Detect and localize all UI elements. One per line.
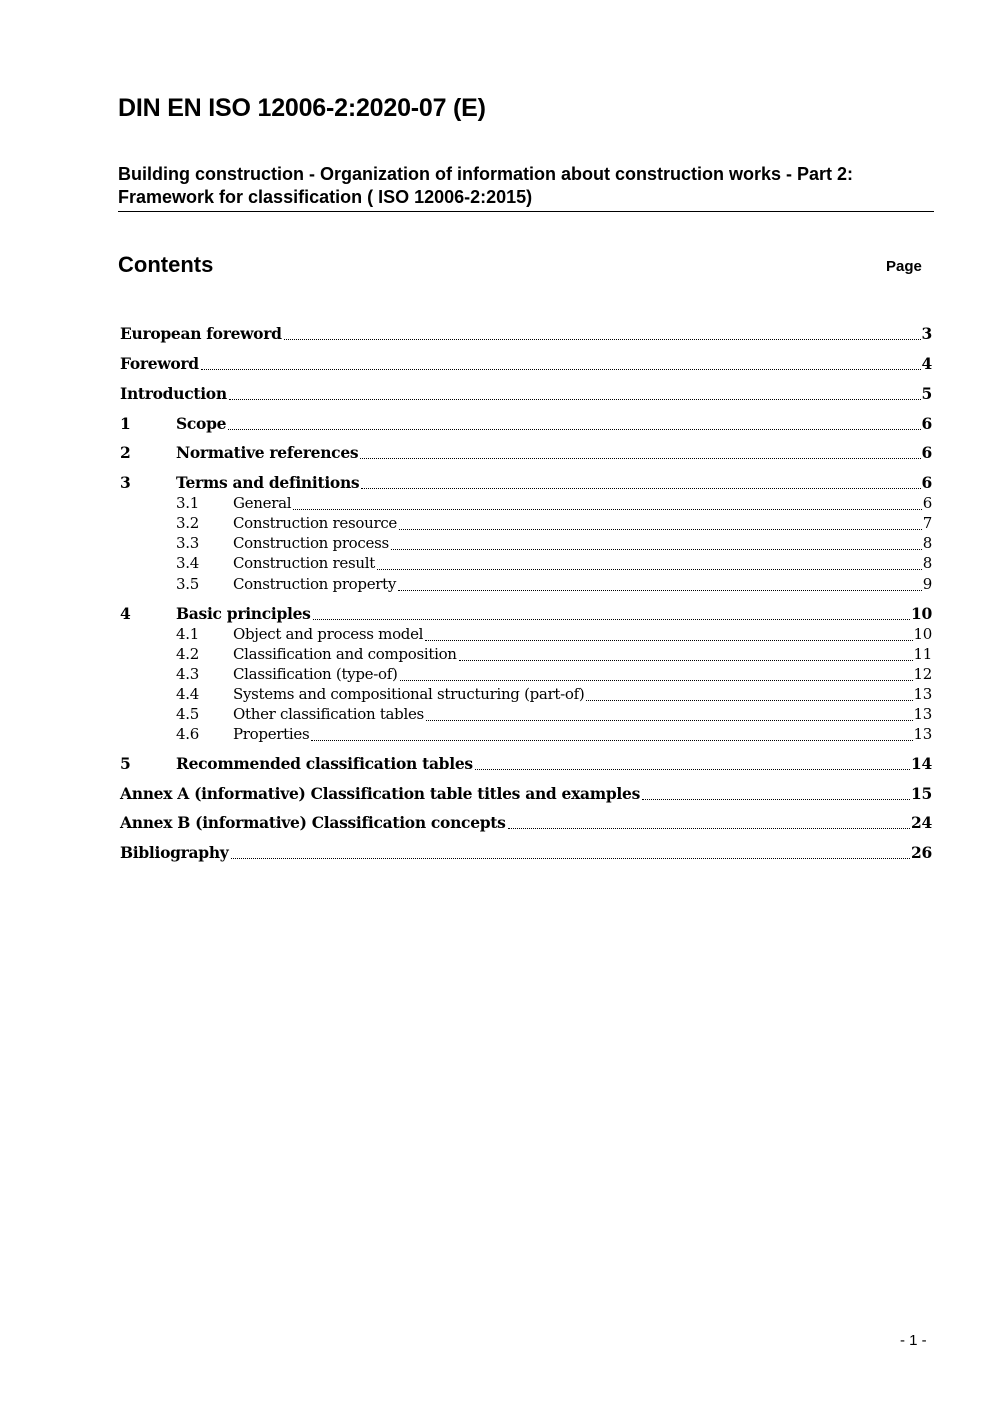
toc-entry-title: Bibliography — [120, 843, 229, 862]
toc-entry-page: 10 — [911, 604, 932, 623]
toc-entry[interactable] — [120, 813, 932, 833]
toc-entry-page: 7 — [922, 514, 932, 532]
page-column-label: Page — [886, 258, 922, 275]
toc-entry-title: Annex B (informative) Classification concepts — [120, 813, 506, 832]
toc-leader-dots — [201, 369, 921, 370]
toc-leader-dots — [426, 720, 913, 721]
toc-leader-dots — [228, 429, 920, 430]
toc-entry-title: Classification and composition — [233, 645, 457, 663]
toc-entry-number: 4.3 — [176, 665, 199, 683]
toc-entry-number: 4.4 — [176, 685, 199, 703]
toc-entry-page: 6 — [921, 414, 932, 433]
toc-subentry[interactable] — [120, 554, 932, 574]
toc-entry-title: Construction process — [233, 534, 389, 552]
toc-entry-page: 24 — [911, 813, 932, 832]
toc-entry[interactable] — [120, 473, 932, 493]
toc-leader-dots — [284, 339, 921, 340]
toc-entry-page: 8 — [922, 554, 932, 572]
toc-entry-title: Normative references — [176, 443, 359, 462]
toc-entry-title: Construction resource — [233, 514, 397, 532]
toc-leader-dots — [361, 488, 920, 489]
toc-entry-title: Scope — [176, 414, 227, 433]
toc-entry[interactable] — [120, 384, 932, 404]
toc-leader-dots — [475, 769, 910, 770]
toc-entry-title: Object and process model — [233, 625, 424, 643]
toc-entry[interactable] — [120, 414, 932, 434]
toc-leader-dots — [313, 619, 910, 620]
toc-entry-number: 3.2 — [176, 514, 199, 532]
toc-entry-number: 3.5 — [176, 575, 199, 593]
toc-entry-number: 4.5 — [176, 705, 199, 723]
toc-leader-dots — [398, 590, 922, 591]
toc-subentry[interactable] — [120, 685, 932, 705]
toc-entry-title: Introduction — [120, 384, 227, 403]
toc-entry[interactable] — [120, 324, 932, 344]
toc-entry-page: 10 — [913, 625, 932, 643]
toc-subentry[interactable] — [120, 534, 932, 554]
toc-entry-page: 15 — [911, 784, 932, 803]
toc-entry-number: 3.3 — [176, 534, 199, 552]
toc-leader-dots — [459, 660, 913, 661]
toc-leader-dots — [642, 799, 910, 800]
toc-leader-dots — [586, 700, 912, 701]
toc-leader-dots — [229, 399, 921, 400]
toc-subentry[interactable] — [120, 645, 932, 665]
toc-entry-page: 12 — [913, 665, 932, 683]
toc-leader-dots — [377, 569, 922, 570]
toc-leader-dots — [425, 640, 912, 641]
toc-leader-dots — [391, 549, 922, 550]
toc-entry-title: Foreword — [120, 354, 199, 373]
toc-entry-page: 8 — [922, 534, 932, 552]
toc-leader-dots — [311, 740, 912, 741]
toc-leader-dots — [399, 529, 922, 530]
toc-entry-number: 4.2 — [176, 645, 199, 663]
toc-entry-number: 3 — [120, 473, 131, 492]
toc-entry-number: 5 — [120, 754, 131, 773]
toc-subentry[interactable] — [120, 575, 932, 595]
toc-entry-title: Construction result — [233, 554, 375, 572]
toc-subentry[interactable] — [120, 725, 932, 745]
toc-subentry[interactable] — [120, 665, 932, 685]
toc-subentry[interactable] — [120, 705, 932, 725]
toc-leader-dots — [293, 509, 922, 510]
toc-entry-title: Construction property — [233, 575, 397, 593]
toc-entry-title: Basic principles — [176, 604, 311, 623]
toc-entry[interactable] — [120, 443, 932, 463]
toc-entry-page: 13 — [913, 725, 932, 743]
toc-entry-title: Properties — [233, 725, 310, 743]
contents-heading: Contents — [118, 252, 214, 277]
toc-entry-title: Recommended classification tables — [176, 754, 473, 773]
toc-entry-number: 3.1 — [176, 494, 199, 512]
toc-entry-title: Classification (type-of) — [233, 665, 398, 683]
document-title: DIN EN ISO 12006-2:2020-07 (E) — [118, 94, 486, 122]
toc-entry-page: 9 — [922, 575, 932, 593]
toc-entry-number: 1 — [120, 414, 131, 433]
footer-page-number: - 1 - — [900, 1332, 927, 1349]
toc-entry-page: 6 — [921, 443, 932, 462]
toc-entry-page: 6 — [922, 494, 932, 512]
toc-entry-number: 4 — [120, 604, 131, 623]
toc-leader-dots — [360, 458, 920, 459]
toc-entry-page: 14 — [911, 754, 932, 773]
toc-entry-page: 3 — [921, 324, 932, 343]
toc-entry-page: 4 — [921, 354, 932, 373]
toc-entry-title: Terms and definitions — [176, 473, 360, 492]
toc-leader-dots — [508, 828, 910, 829]
toc-entry-title: Annex A (informative) Classification table titles and examples — [120, 784, 641, 803]
toc-entry[interactable] — [120, 604, 932, 624]
toc-entry-title: General — [233, 494, 292, 512]
toc-entry-title: Other classification tables — [233, 705, 424, 723]
toc-subentry[interactable] — [120, 625, 932, 645]
toc-subentry[interactable] — [120, 514, 932, 534]
toc-leader-dots — [231, 858, 911, 859]
toc-entry-page: 13 — [913, 705, 932, 723]
toc-entry-page: 6 — [921, 473, 932, 492]
toc-entry-number: 2 — [120, 443, 131, 462]
toc-entry-page: 5 — [921, 384, 932, 403]
toc-subentry[interactable] — [120, 494, 932, 514]
toc-entry-number: 4.6 — [176, 725, 199, 743]
toc-entry-number: 3.4 — [176, 554, 199, 572]
document-subtitle: Building construction - Organization of information about construction works - Part 2: Framework for classification ( ISO 12006-2:2015) — [118, 163, 934, 212]
toc-entry[interactable] — [120, 754, 932, 774]
toc-entry-title: European foreword — [120, 324, 282, 343]
toc-entry-number: 4.1 — [176, 625, 199, 643]
toc-entry[interactable] — [120, 354, 932, 374]
toc-entry-page: 26 — [911, 843, 932, 862]
toc-entry[interactable] — [120, 843, 932, 863]
toc-leader-dots — [400, 680, 913, 681]
toc-entry-page: 11 — [913, 645, 932, 663]
toc-entry-title: Systems and compositional structuring (part-of) — [233, 685, 585, 703]
toc-entry-page: 13 — [913, 685, 932, 703]
toc-entry[interactable] — [120, 784, 932, 804]
